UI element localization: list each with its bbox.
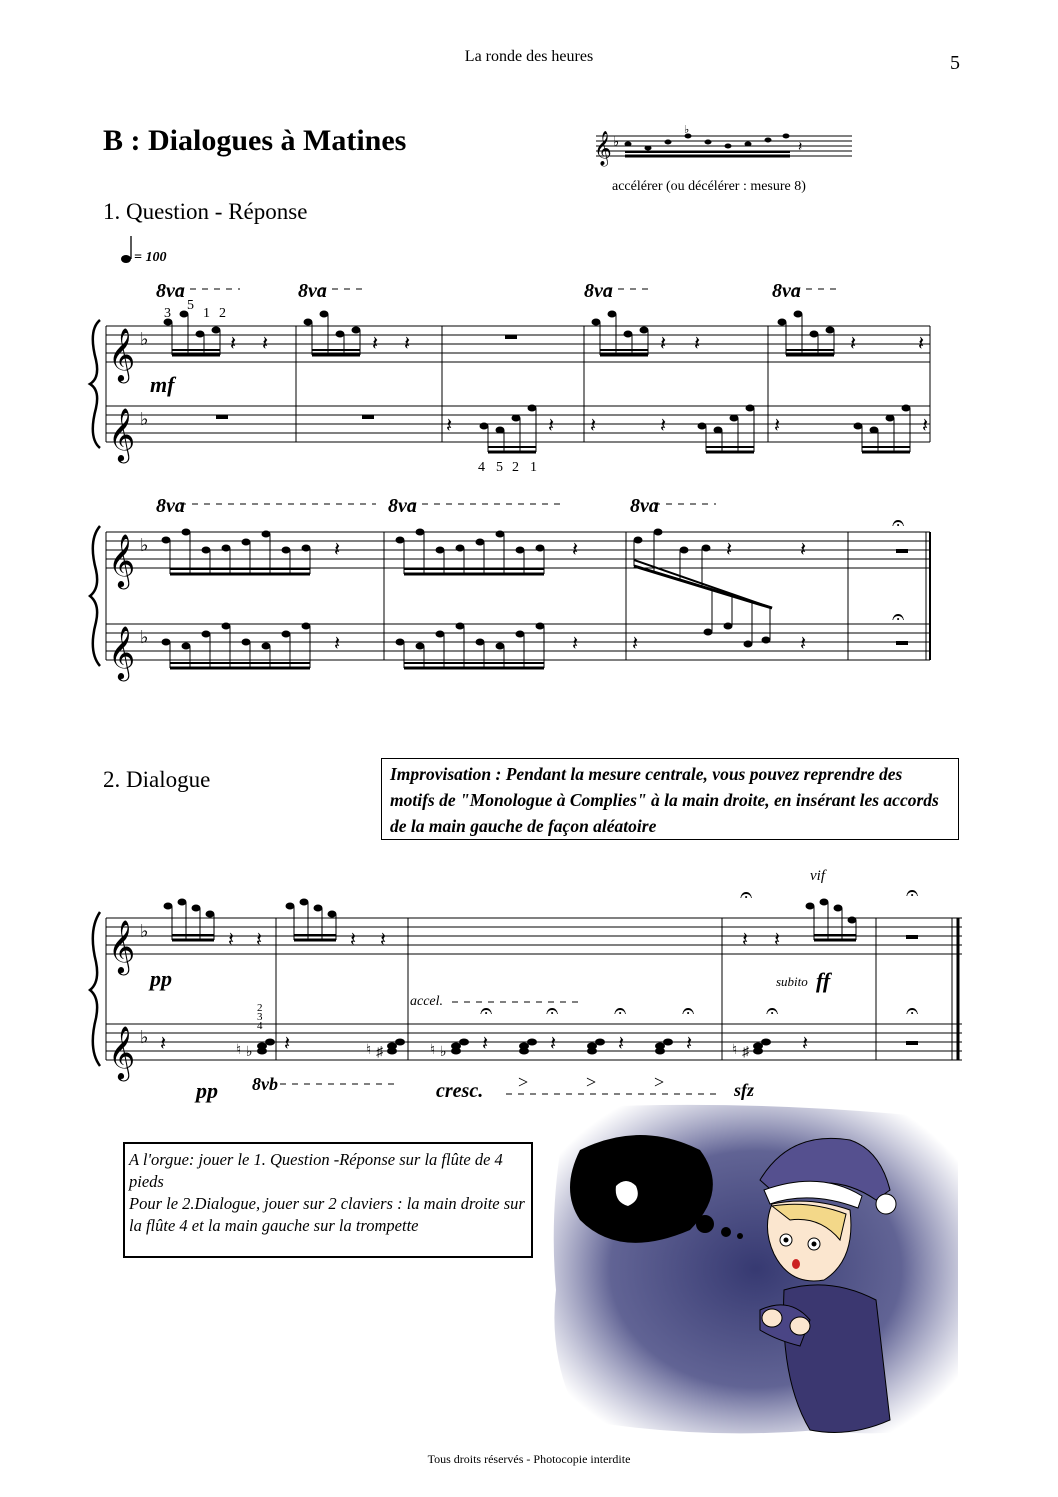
svg-text:𝄽: 𝄽 [660,415,667,437]
tempo-marking: = 100 [118,232,178,272]
dynamic-ff: ff [816,968,831,993]
svg-text:>: > [518,1072,529,1092]
svg-text:𝄽: 𝄽 [404,333,411,355]
svg-text:♯: ♯ [376,1045,383,1060]
ottava-marking: 8va [584,280,613,302]
ottava-marking: 8va [156,280,185,302]
svg-text:𝄽: 𝄽 [284,1033,291,1055]
svg-text:𝄽: 𝄽 [372,333,379,355]
svg-text:♮: ♮ [236,1043,242,1058]
svg-text:♭: ♭ [140,921,149,941]
svg-text:𝄽: 𝄽 [632,633,639,655]
svg-text:𝄽: 𝄽 [228,929,235,951]
svg-text:𝄽: 𝄽 [660,333,667,355]
svg-text:𝄞: 𝄞 [108,535,136,586]
ottava-marking: 8va [630,495,659,517]
svg-text:𝄐: 𝄐 [766,998,779,1023]
dynamic-pp-rh: pp [150,966,172,991]
svg-text:𝄽: 𝄽 [800,539,807,561]
part2-title: 2. Dialogue [103,767,211,792]
svg-text:𝄽: 𝄽 [618,1033,625,1055]
vif-marking: vif [810,868,825,884]
svg-text:𝄐: 𝄐 [480,998,493,1023]
svg-text:𝄽: 𝄽 [160,1033,167,1055]
cresc-marking: cresc. [436,1080,484,1102]
subito-marking: subito [776,974,808,989]
svg-text:𝄽: 𝄽 [572,633,579,655]
svg-text:♭: ♭ [140,409,149,429]
svg-text:𝄐: 𝄐 [546,998,559,1023]
svg-text:𝄽: 𝄽 [800,633,807,655]
svg-text:𝄽: 𝄽 [262,333,269,355]
fingering: 5 [496,460,503,475]
svg-text:♭: ♭ [246,1045,253,1060]
svg-text:𝄽: 𝄽 [686,1033,693,1055]
svg-text:𝄽: 𝄽 [334,633,341,655]
svg-text:𝄐: 𝄐 [892,510,905,535]
svg-text:𝄽: 𝄽 [742,929,749,951]
fingering: 2 [512,460,519,475]
svg-text:𝄞: 𝄞 [108,409,136,460]
svg-text:𝄞: 𝄞 [594,132,612,165]
chord-fingering: 2 3 4 [257,1002,263,1032]
dynamic-sfz: sfz [734,1080,755,1100]
improvisation-box: Improvisation : Pendant la mesure centrale, vous pouvez reprendre des motifs de "Monologue à Complies" à la main droite, en insérant les accords de la main gauche de façon aléatoire [381,758,959,840]
svg-text:𝄽: 𝄽 [256,929,263,951]
svg-text:>: > [586,1072,597,1092]
fingering: 2 [219,306,226,321]
svg-text:𝄽: 𝄽 [334,539,341,561]
svg-text:𝄞: 𝄞 [108,329,136,380]
svg-text:𝄽: 𝄽 [548,415,555,437]
svg-text:𝄐: 𝄐 [906,998,919,1023]
svg-text:♭: ♭ [613,134,620,149]
svg-text:♯: ♯ [742,1045,749,1060]
part1-title: 1. Question - Réponse [103,199,308,224]
svg-text:𝄽: 𝄽 [590,415,597,437]
organ-note-box: A l'orgue: jouer le 1. Question -Réponse sur la flûte de 4 pieds Pour le 2.Dialogue, jouer sur 2 claviers : la main droite sur la flûte 4 et la main gauche sur la trompette [123,1142,533,1258]
dynamic-pp-lh: pp [196,1078,218,1103]
ottava-bassa: 8vb [252,1074,278,1094]
svg-text:𝄐: 𝄐 [682,998,695,1023]
page-number: 5 [950,52,960,74]
svg-text:𝄐: 𝄐 [740,882,753,907]
svg-text:♮: ♮ [366,1043,372,1058]
dynamic-mf: mf [150,372,175,397]
ottava-marking: 8va [772,280,801,302]
footer-copyright: Tous droits réservés - Photocopie interdite [427,1452,631,1466]
svg-text:𝄽: 𝄽 [482,1033,489,1055]
svg-text:𝄽: 𝄽 [350,929,357,951]
svg-text:𝄽: 𝄽 [802,1033,809,1055]
svg-text:𝄐: 𝄐 [892,604,905,629]
svg-text:𝄽: 𝄽 [918,333,925,355]
svg-text:𝄞: 𝄞 [108,1027,136,1078]
svg-text:𝄽: 𝄽 [446,415,453,437]
svg-text:♮: ♮ [732,1043,738,1058]
fingering: 1 [530,460,537,475]
svg-text:♭: ♭ [140,535,149,555]
svg-text:𝄐: 𝄐 [906,880,919,905]
ottava-marking: 8va [388,495,417,517]
fingering: 4 [478,460,485,475]
svg-text:♮: ♮ [430,1043,436,1058]
ottava-marking: 8va [298,280,327,302]
svg-text:𝄽: 𝄽 [694,333,701,355]
fingering: 1 [203,306,210,321]
fingering: 5 [187,298,194,313]
svg-text:𝄞: 𝄞 [108,921,136,972]
svg-text:𝄽: 𝄽 [550,1033,557,1055]
svg-text:𝄽: 𝄽 [380,929,387,951]
accel-marking: accel. [410,994,444,1009]
running-header: La ronde des heures [464,48,594,65]
ottava-marking: 8va [156,495,185,517]
svg-text:♭: ♭ [440,1045,447,1060]
svg-text:𝄽: 𝄽 [230,333,237,355]
svg-text:♭: ♭ [684,124,690,136]
svg-text:♭: ♭ [140,329,149,349]
svg-text:𝄽: 𝄽 [774,415,781,437]
svg-text:𝄽: 𝄽 [850,333,857,355]
svg-text:♭: ♭ [140,1027,149,1047]
svg-text:𝄽: 𝄽 [726,539,733,561]
svg-text:𝄽: 𝄽 [774,929,781,951]
section-title: B : Dialogues à Matines [103,124,407,157]
svg-text:𝄐: 𝄐 [614,998,627,1023]
fingering: 3 [164,306,171,321]
motif-caption: accélérer (ou décélérer : mesure 8) [612,179,806,194]
svg-text:𝄽: 𝄽 [922,415,929,437]
svg-text:>: > [654,1072,665,1092]
svg-text:♭: ♭ [140,627,149,647]
svg-text:𝄞: 𝄞 [108,627,136,678]
svg-text:𝄽: 𝄽 [572,539,579,561]
svg-text:𝄽: 𝄽 [798,140,803,155]
